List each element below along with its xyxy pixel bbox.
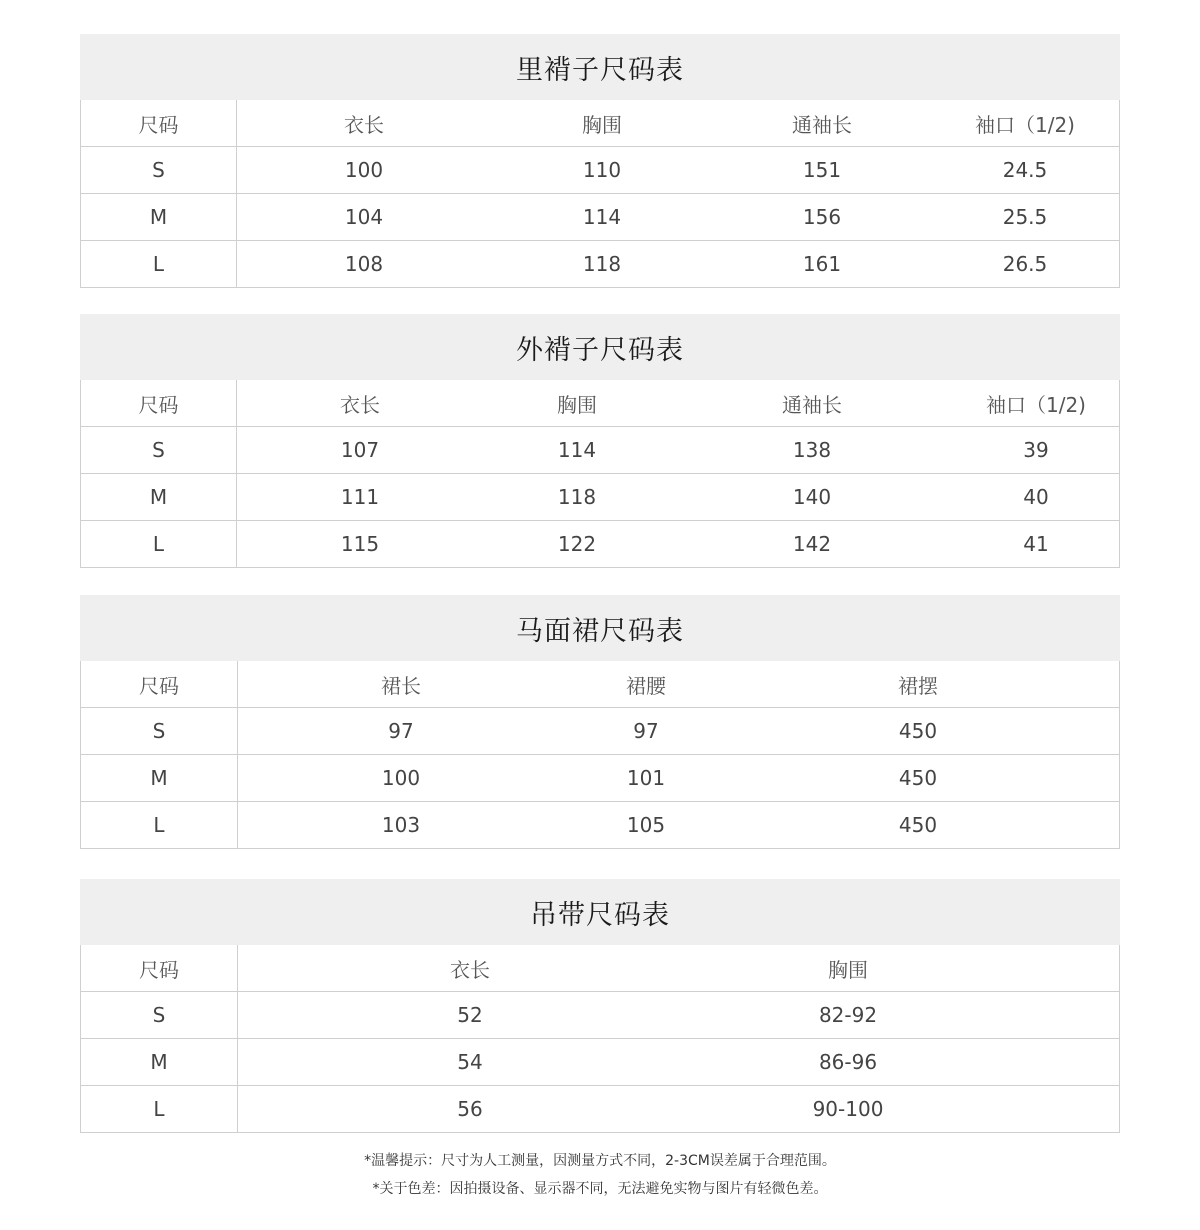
header-cell: 尺码 bbox=[81, 945, 238, 991]
value-cell: 39 bbox=[1023, 438, 1049, 462]
table-grid bbox=[80, 100, 1120, 288]
table-grid bbox=[80, 945, 1120, 1133]
header-cell: 通袖长 bbox=[792, 112, 852, 137]
table-grid bbox=[80, 380, 1120, 568]
table-row bbox=[81, 707, 1119, 754]
header-cell: 袖口（1/2) bbox=[986, 392, 1086, 417]
header-cell: 裙腰 bbox=[626, 673, 666, 698]
table-row bbox=[81, 1038, 1119, 1085]
table-row bbox=[81, 1085, 1119, 1132]
value-cell: 111 bbox=[340, 485, 380, 509]
table-row bbox=[81, 146, 1119, 193]
header-cell: 袖口（1/2) bbox=[975, 112, 1075, 137]
size-cell: L bbox=[81, 1086, 238, 1132]
table-row bbox=[81, 426, 1119, 473]
size-cell: S bbox=[81, 708, 238, 754]
header-cell: 衣长 bbox=[340, 392, 380, 417]
table-row bbox=[81, 754, 1119, 801]
value-cell: 54 bbox=[457, 1050, 483, 1074]
value-cell: 24.5 bbox=[1002, 158, 1048, 182]
header-cell: 胸围 bbox=[557, 392, 597, 417]
value-cell: 104 bbox=[344, 205, 384, 229]
value-cell: 138 bbox=[792, 438, 832, 462]
header-cell: 尺码 bbox=[81, 661, 238, 707]
value-cell: 450 bbox=[898, 719, 938, 743]
header-cell: 胸围 bbox=[582, 112, 622, 137]
value-cell: 114 bbox=[582, 205, 622, 229]
header-cell: 胸围 bbox=[828, 957, 868, 982]
value-cell: 100 bbox=[381, 766, 421, 790]
header-cell: 通袖长 bbox=[782, 392, 842, 417]
value-cell: 105 bbox=[626, 813, 666, 837]
table-row bbox=[81, 991, 1119, 1038]
value-cell: 108 bbox=[344, 252, 384, 276]
value-cell: 97 bbox=[388, 719, 414, 743]
size-table-mamian-skirt bbox=[80, 595, 1120, 849]
note-color-difference: *关于色差：因拍摄设备、显示器不同，无法避免实物与图片有轻微色差。 bbox=[372, 1181, 828, 1197]
value-cell: 100 bbox=[344, 158, 384, 182]
table-header-row bbox=[81, 661, 1119, 707]
value-cell: 97 bbox=[633, 719, 659, 743]
value-cell: 151 bbox=[802, 158, 842, 182]
value-cell: 114 bbox=[557, 438, 597, 462]
table-row bbox=[81, 801, 1119, 848]
value-cell: 25.5 bbox=[1002, 205, 1048, 229]
value-cell: 101 bbox=[626, 766, 666, 790]
value-cell: 156 bbox=[802, 205, 842, 229]
table-header-row bbox=[81, 380, 1119, 426]
header-cell: 尺码 bbox=[81, 100, 237, 146]
size-cell: L bbox=[81, 802, 238, 848]
size-cell: M bbox=[81, 1039, 238, 1085]
table-row bbox=[81, 473, 1119, 520]
table-row bbox=[81, 193, 1119, 240]
table-title: 马面裙尺码表 bbox=[80, 595, 1120, 661]
size-cell: M bbox=[81, 194, 237, 240]
header-cell: 尺码 bbox=[81, 380, 237, 426]
value-cell: 103 bbox=[381, 813, 421, 837]
size-table-outer-beizi bbox=[80, 314, 1120, 568]
table-title: 外褙子尺码表 bbox=[80, 314, 1120, 380]
table-header-row bbox=[81, 945, 1119, 991]
table-header-row bbox=[81, 100, 1119, 146]
size-table-camisole bbox=[80, 879, 1120, 1133]
value-cell: 161 bbox=[802, 252, 842, 276]
value-cell: 142 bbox=[792, 532, 832, 556]
value-cell: 122 bbox=[557, 532, 597, 556]
value-cell: 115 bbox=[340, 532, 380, 556]
header-cell: 裙长 bbox=[381, 673, 421, 698]
value-cell: 107 bbox=[340, 438, 380, 462]
header-cell: 衣长 bbox=[344, 112, 384, 137]
value-cell: 110 bbox=[582, 158, 622, 182]
header-cell: 衣长 bbox=[450, 957, 490, 982]
value-cell: 40 bbox=[1023, 485, 1049, 509]
value-cell: 140 bbox=[792, 485, 832, 509]
table-grid bbox=[80, 661, 1120, 849]
table-title: 吊带尺码表 bbox=[80, 879, 1120, 945]
size-cell: S bbox=[81, 992, 238, 1038]
value-cell: 86-96 bbox=[818, 1050, 878, 1074]
note-tolerance: *温馨提示：尺寸为人工测量，因测量方式不同，2-3CM误差属于合理范围。 bbox=[364, 1153, 836, 1169]
table-row bbox=[81, 520, 1119, 567]
value-cell: 56 bbox=[457, 1097, 483, 1121]
value-cell: 90-100 bbox=[812, 1097, 884, 1121]
size-cell: S bbox=[81, 427, 237, 473]
size-cell: L bbox=[81, 521, 237, 567]
value-cell: 41 bbox=[1023, 532, 1049, 556]
value-cell: 52 bbox=[457, 1003, 483, 1027]
table-title: 里褙子尺码表 bbox=[80, 34, 1120, 100]
value-cell: 118 bbox=[582, 252, 622, 276]
value-cell: 118 bbox=[557, 485, 597, 509]
size-cell: M bbox=[81, 474, 237, 520]
size-cell: M bbox=[81, 755, 238, 801]
table-row bbox=[81, 240, 1119, 287]
value-cell: 82-92 bbox=[818, 1003, 878, 1027]
size-table-inner-beizi bbox=[80, 34, 1120, 288]
value-cell: 450 bbox=[898, 766, 938, 790]
value-cell: 450 bbox=[898, 813, 938, 837]
value-cell: 26.5 bbox=[1002, 252, 1048, 276]
size-cell: S bbox=[81, 147, 237, 193]
header-cell: 裙摆 bbox=[898, 673, 938, 698]
size-cell: L bbox=[81, 241, 237, 287]
